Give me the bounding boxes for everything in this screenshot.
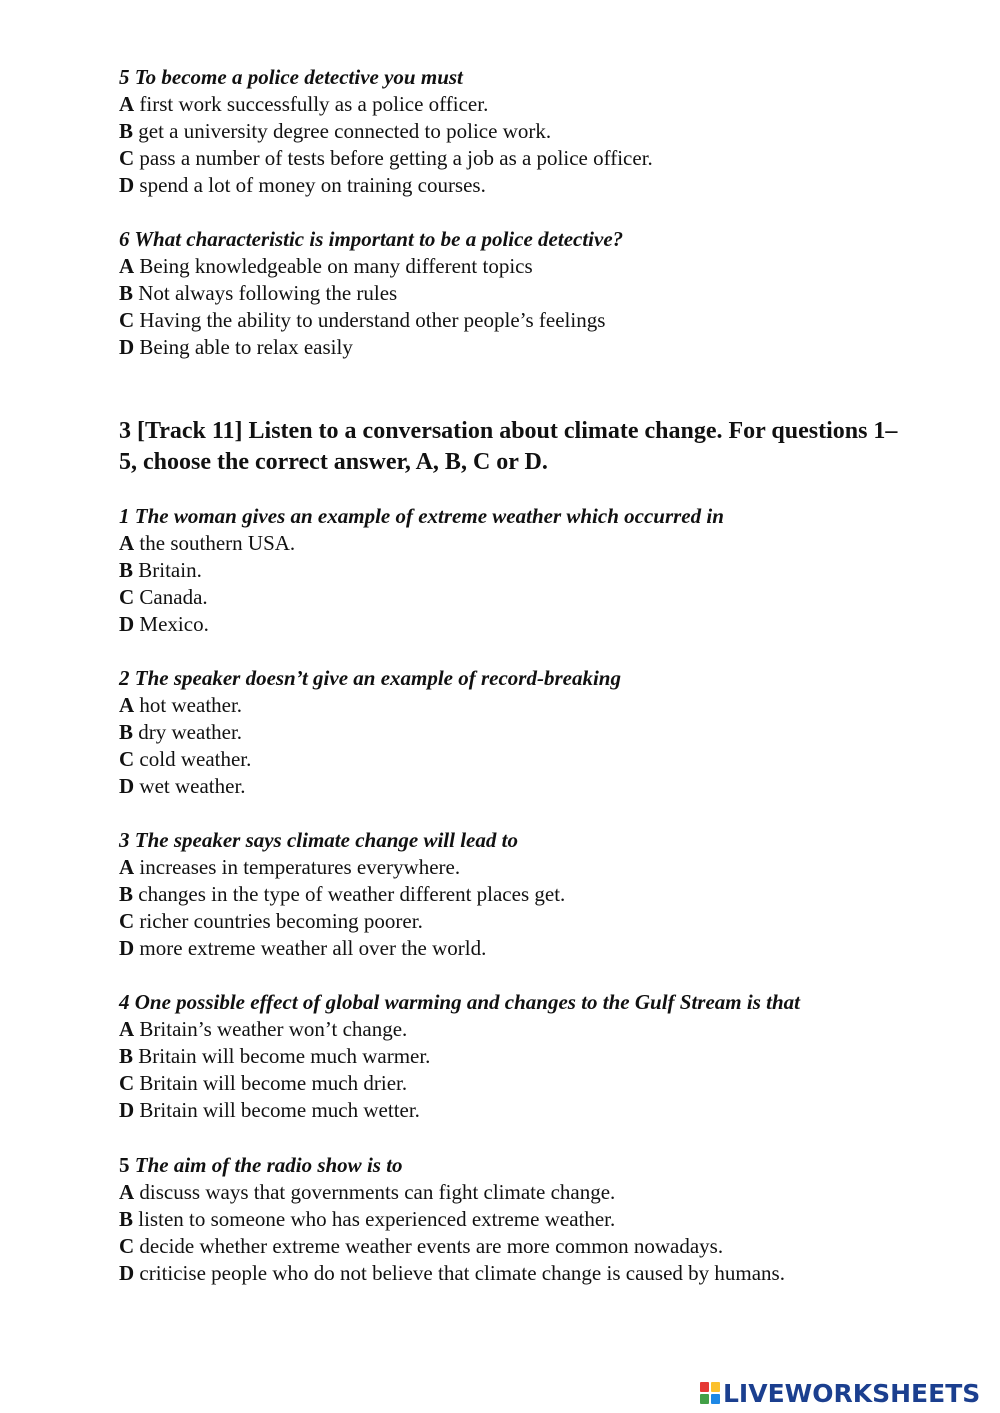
question-5-police: [119, 64, 919, 199]
option-c[interactable]: [119, 584, 919, 611]
option-d[interactable]: [119, 1260, 919, 1287]
question-title: [119, 1152, 919, 1179]
option-letter: D: [119, 612, 135, 636]
question-title-text: The aim of the radio show is to: [129, 1153, 403, 1177]
option-text: Being knowledgeable on many different topics: [134, 254, 533, 278]
option-letter: B: [119, 119, 134, 143]
option-letter: A: [119, 1017, 135, 1041]
option-letter: B: [119, 882, 134, 906]
option-c[interactable]: [119, 1233, 919, 1260]
option-b[interactable]: [119, 1206, 919, 1233]
option-text: Britain will become much warmer.: [133, 1044, 431, 1068]
option-d[interactable]: [119, 334, 919, 361]
question-1-climate: [119, 503, 919, 638]
option-b[interactable]: [119, 719, 919, 746]
option-text: wet weather.: [134, 774, 246, 798]
option-text: Britain will become much drier.: [134, 1071, 408, 1095]
option-letter: D: [119, 335, 135, 359]
option-text: changes in the type of weather different places get.: [133, 882, 566, 906]
option-a[interactable]: [119, 1179, 919, 1206]
option-text: discuss ways that governments can fight climate change.: [134, 1180, 616, 1204]
question-number: 5: [119, 1153, 130, 1177]
option-text: Being able to relax easily: [134, 335, 353, 359]
question-title: 6 What characteristic is important to be a police detective?: [119, 227, 624, 251]
option-text: Britain will become much wetter.: [134, 1098, 420, 1122]
option-text: first work successfully as a police officer.: [134, 92, 489, 116]
question-5-climate: [119, 1152, 919, 1287]
option-c[interactable]: [119, 145, 919, 172]
option-letter: C: [119, 585, 135, 609]
option-b[interactable]: [119, 280, 919, 307]
option-c[interactable]: [119, 307, 919, 334]
option-text: listen to someone who has experienced extreme weather.: [133, 1207, 616, 1231]
option-text: pass a number of tests before getting a job as a police officer.: [134, 146, 653, 170]
option-b[interactable]: [119, 557, 919, 584]
option-letter: A: [119, 254, 135, 278]
option-letter: A: [119, 531, 135, 555]
option-d[interactable]: [119, 773, 919, 800]
option-text: spend a lot of money on training courses.: [134, 173, 486, 197]
option-d[interactable]: [119, 172, 919, 199]
question-4-climate: [119, 989, 919, 1124]
option-text: the southern USA.: [134, 531, 296, 555]
option-c[interactable]: [119, 1070, 919, 1097]
option-letter: D: [119, 1098, 135, 1122]
option-letter: A: [119, 1180, 135, 1204]
option-d[interactable]: [119, 1097, 919, 1124]
option-text: get a university degree connected to police work.: [133, 119, 552, 143]
option-text: criticise people who do not believe that climate change is caused by humans.: [134, 1261, 785, 1285]
option-letter: B: [119, 1207, 134, 1231]
option-letter: C: [119, 1071, 135, 1095]
option-letter: B: [119, 1044, 134, 1068]
option-text: Britain.: [133, 558, 202, 582]
option-a[interactable]: [119, 854, 919, 881]
option-a[interactable]: [119, 1016, 919, 1043]
option-letter: C: [119, 146, 135, 170]
question-6-police: [119, 226, 919, 361]
liveworksheets-logo-text: LIVEWORKSHEETS: [723, 1378, 981, 1408]
option-text: Canada.: [134, 585, 208, 609]
section-3-heading: 3 [Track 11] Listen to a conversation about climate change. For questions 1–5, choose the correct answer, A, B, C or D.: [119, 418, 898, 475]
question-title: 1 The woman gives an example of extreme weather which occurred in: [119, 504, 724, 528]
option-text: richer countries becoming poorer.: [134, 909, 423, 933]
option-a[interactable]: [119, 253, 919, 280]
option-b[interactable]: [119, 118, 919, 145]
option-d[interactable]: [119, 935, 919, 962]
option-letter: D: [119, 1261, 135, 1285]
option-letter: B: [119, 558, 134, 582]
option-b[interactable]: [119, 1043, 919, 1070]
option-text: Having the ability to understand other people’s feelings: [134, 308, 606, 332]
option-letter: C: [119, 1234, 135, 1258]
option-letter: D: [119, 936, 135, 960]
option-letter: C: [119, 747, 135, 771]
option-text: Britain’s weather won’t change.: [134, 1017, 408, 1041]
question-title: 2 The speaker doesn’t give an example of record-breaking: [119, 666, 621, 690]
option-letter: C: [119, 308, 135, 332]
question-2-climate: [119, 665, 919, 800]
option-d[interactable]: [119, 611, 919, 638]
option-text: increases in temperatures everywhere.: [134, 855, 461, 879]
option-text: dry weather.: [133, 720, 243, 744]
question-title: 5 To become a police detective you must: [119, 65, 463, 89]
option-c[interactable]: [119, 908, 919, 935]
option-letter: B: [119, 281, 134, 305]
option-text: Not always following the rules: [133, 281, 398, 305]
option-a[interactable]: [119, 692, 919, 719]
option-text: Mexico.: [134, 612, 209, 636]
option-letter: B: [119, 720, 134, 744]
liveworksheets-logo-icon: [700, 1382, 720, 1404]
option-letter: A: [119, 92, 135, 116]
option-letter: D: [119, 774, 135, 798]
option-c[interactable]: [119, 746, 919, 773]
question-3-climate: [119, 827, 919, 962]
option-letter: A: [119, 855, 135, 879]
option-text: cold weather.: [134, 747, 252, 771]
option-a[interactable]: [119, 91, 919, 118]
option-text: hot weather.: [134, 693, 243, 717]
question-title: 3 The speaker says climate change will lead to: [119, 828, 518, 852]
option-letter: D: [119, 173, 135, 197]
option-letter: C: [119, 909, 135, 933]
option-letter: A: [119, 693, 135, 717]
option-b[interactable]: [119, 881, 919, 908]
option-text: more extreme weather all over the world.: [134, 936, 487, 960]
liveworksheets-logo[interactable]: [700, 1377, 980, 1409]
question-title: 4 One possible effect of global warming and changes to the Gulf Stream is that: [119, 990, 800, 1014]
option-text: decide whether extreme weather events are more common nowadays.: [134, 1234, 724, 1258]
option-a[interactable]: [119, 530, 919, 557]
